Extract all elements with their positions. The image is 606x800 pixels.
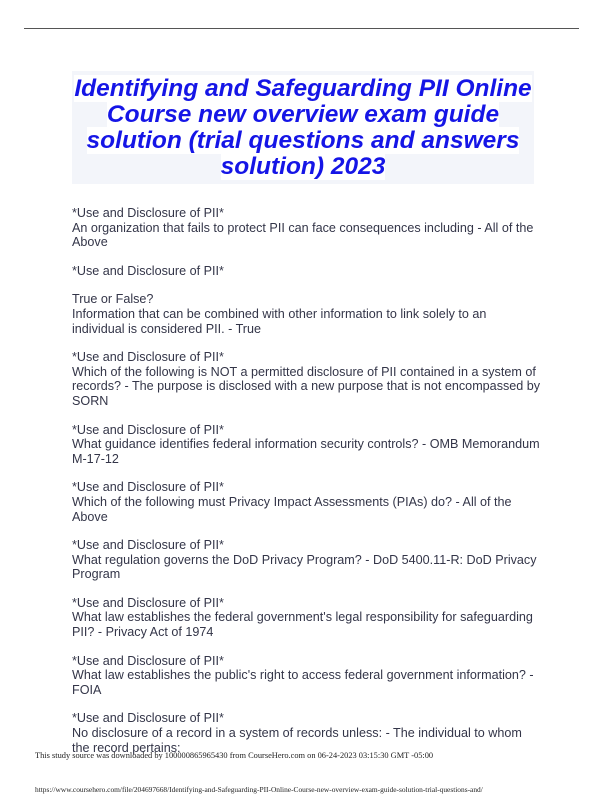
qa-item: [72, 711, 542, 755]
qa-line: What guidance identifies federal information security controls? - OMB Memorandum M-17-12: [72, 437, 540, 466]
top-divider: [24, 28, 579, 29]
qa-line: An organization that fails to protect PII can face consequences including - All of the Above: [72, 220, 534, 250]
qa-item: [72, 206, 542, 250]
qa-item: [72, 264, 542, 279]
qa-item: [72, 350, 542, 408]
qa-item: [72, 596, 542, 640]
qa-line: True or False?: [72, 292, 154, 307]
qa-item: [72, 292, 542, 336]
qa-line: *Use and Disclosure of PII*: [72, 595, 224, 610]
qa-line: *Use and Disclosure of PII*: [72, 480, 224, 495]
qa-line: Which of the following is NOT a permitted disclosure of PII contained in a system of records? - The purpose is disclosed with a new purpose that is not encompassed by SORN: [72, 364, 541, 408]
source-url: https://www.coursehero.com/file/204697668/Identifying-and-Safeguarding-PII-Online-Course-new-overview-exam-guide-solution-trial-questions-and/: [35, 785, 483, 794]
qa-line: *Use and Disclosure of PII*: [72, 653, 224, 668]
qa-line: No disclosure of a record in a system of records unless: - The individual to whom the record pertains:: [72, 726, 522, 755]
qa-item: [72, 480, 542, 524]
qa-line: What regulation governs the DoD Privacy Program? - DoD 5400.11-R: DoD Privacy Program: [72, 552, 537, 582]
qa-line: Which of the following must Privacy Impact Assessments (PIAs) do? - All of the Above: [72, 494, 512, 524]
qa-line: Information that can be combined with other information to link solely to an individual is considered PII. - True: [72, 306, 487, 336]
document-title: [72, 71, 534, 180]
qa-line: *Use and Disclosure of PII*: [72, 350, 224, 365]
qa-line: *Use and Disclosure of PII*: [72, 422, 224, 437]
qa-line: What law establishes the public's right to access federal government information? - FOIA: [72, 668, 534, 697]
download-notice: This study source was downloaded by 100000865965430 from CourseHero.com on 06-24-2023 03:15:30 GMT -05:00: [35, 751, 434, 760]
qa-line: *Use and Disclosure of PII*: [72, 711, 224, 726]
qa-item: [72, 423, 542, 467]
qa-line: What law establishes the federal government's legal responsibility for safeguarding PII? - Privacy Act of 1974: [72, 610, 533, 640]
qa-list: [72, 206, 542, 769]
title-banner: [72, 71, 534, 184]
qa-line: *Use and Disclosure of PII*: [72, 263, 224, 278]
qa-item: [72, 538, 542, 582]
document-title-text: Identifying and Safeguarding PII Online Course new overview exam guide solution (trial questions and answers solution) 2023: [74, 75, 532, 180]
qa-line: *Use and Disclosure of PII*: [72, 206, 224, 220]
qa-line: *Use and Disclosure of PII*: [72, 538, 224, 553]
qa-item: [72, 654, 542, 698]
